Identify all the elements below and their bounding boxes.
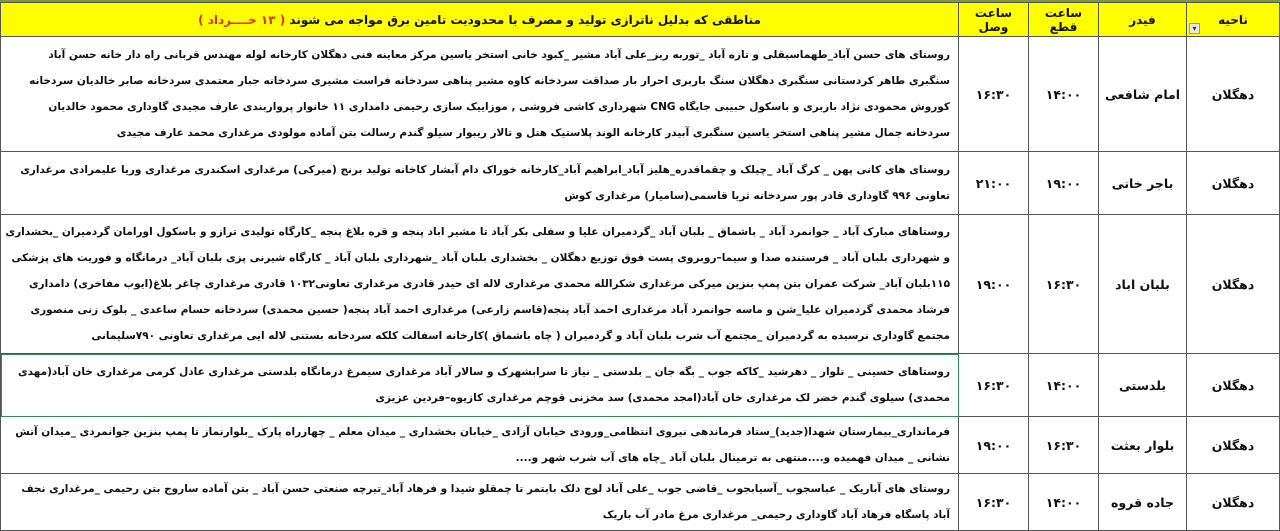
cell-connect-time[interactable]: ۱۹:۰۰ <box>959 417 1029 474</box>
cell-affected-areas[interactable]: روستای های کانی پهن _ کرگ آباد _چیلک و چقماقدره_هلیز آباد_ابراهیم آباد_کارخانه خوراک دام آبشار کاخانه تولید برنج (میرکی) مرغداری اسکندری مرغداری وریا علیمرادی مرغداری تعاونی ۹۹۶ گاوداری قادر پور سردخانه ثریا قاسمی(سامیار) مرغداری کوش <box>1 152 959 215</box>
filter-dropdown-icon[interactable]: ▾ <box>1189 23 1200 34</box>
cell-feeder[interactable]: بلوار بعثت <box>1099 417 1187 474</box>
cell-affected-areas-selected[interactable]: روستاهای حسینی _ تلوار _ دهرشید _کاکه جوب _ بگه جان _ بلدستی _ نیاز تا سرابشهرک و سالار آباد مرغداری سیمرغ درمانگاه بلدستی مرغداری عادل کرمی مرغداری خان آباد(مهدی محمدی) سیلوی گندم خضر لک مرغداری خان آباد(امجد محمدی) سد مخزنی قوچم مرغداری کازیوه–فردین عزیزی <box>1 354 959 417</box>
table-row <box>1 37 1280 152</box>
column-header-region[interactable] <box>1187 3 1280 37</box>
cell-feeder[interactable]: جاده قروه <box>1099 474 1187 531</box>
cell-cut-time[interactable]: ۱۴:۰۰ <box>1029 37 1099 152</box>
table-row <box>1 215 1280 354</box>
cell-feeder[interactable]: بلبان اباد <box>1099 215 1187 354</box>
column-header-connect-time[interactable] <box>959 3 1029 37</box>
cell-connect-time[interactable]: ۱۶:۳۰ <box>959 37 1029 152</box>
table-date: ( ۱۳ خــــرداد ) <box>198 12 286 27</box>
cell-cut-time[interactable]: ۱۹:۰۰ <box>1029 152 1099 215</box>
table-row <box>1 474 1280 531</box>
cell-cut-time[interactable]: ۱۴:۰۰ <box>1029 354 1099 417</box>
cell-affected-areas[interactable]: روستای های آباریک _ عباسجوب _آسیابجوب _قاضی جوب _علی آباد لوج دلک بابتمر تا چمقلو شیدا و فرهاد آباد_تیرچه صنعتی حسن آباد _ بتن آماده ساروج بتن رحیمی _مرغداری نجف آباد پاسگاه فرهاد آباد گاوداری رحیمی_ مرغداری مرغ مادر آب باریک <box>1 474 959 531</box>
column-header-connect-time-label: ساعت وصل <box>974 5 1013 34</box>
table-row <box>1 417 1280 474</box>
column-header-feeder-label: فیدر <box>1129 12 1156 27</box>
cell-affected-areas[interactable]: روستاهای مبارک آباد _ جوانمرد آباد _ باشماق _ بلبان آباد _گردمیران علیا و سفلی بکر آباد تا مشیر اباد پنجه و قره بلاغ پنجه _کارگاه تولیدی ترازو و باسکول اورامان گردمیران _بخشداری و شهرداری بلبان آباد _ فرستنده صدا و سیما–روبروی پست فوق توزیع دهگلان _ بخشداری بلبان آباد _شهرداری بلبان آباد _ کارگاه شیرنی پزی بلبان آباد_ درمانگاه و فوریت های پزشکی ۱۱۵بلبان آباد_ شرکت عمران بتن پمپ بنزین میرکی مرغداری شکرالله محمدی مرغداری لاله ای حیدر قادری مرغداری تعاونی۱۰۳۲ قادری مرغداری چاغر بلاغ(ایوب مفاخری) دامداری فرشاد محمدی گردمیران علیا_شن و ماسه جوانمرد آباد مرغداری احمد آباد پنجه(قاسم زارعی) مرغداری احمد آباد پنجه( حسین محمدی) سردخانه حسام ساعدی _ بلوک زنی منصوری مجتمع گاوداری نرسیده به گردمیران _مجتمع آب شرب بلبان آباد و گردمیران ( چاه باشماق )کارخانه اسفالت کلکه سردخانه بستنی لاله ایی مرغداری تعاونی ۷۹۰سلیمانی <box>1 215 959 354</box>
cell-affected-areas[interactable]: روستای های حسن آباد_طهماسبقلی و تازه آباد _توربه ریز_علی آباد مشیر _کبود خانی استخر یاسین مرکز معاینه فنی دهگلان کارخانه لوله مهندس قربانی راه دار خانه حسن آباد سنگبری طاهر کردستانی سنگبری دهگلان سنگ باربری احرار بار صداقت سردخانه کاوه مشیر پناهی سردخانه فراست مشیری سردخانه جبار معتمدی سردخانه صابر خالدیان سردخانه کوروش محمودی نژاد باربری و باسکول حبیبی جایگاه CNG شهرداری کاشی فروشی , موزاییک سازی رحیمی دامداری ۱۱ خانوار پرواربندی عارف مجیدی گاوداری محمود خالدیان سردخانه جمال مشیر پناهی استخر یاسین سنگبری آبیدر کارخانه الوند پلاستیک هتل و تالار ریبوار سیلو گندم رسالت بتن آماده مولودی مرغداری محمد عارف مجیدی <box>1 37 959 152</box>
cell-feeder[interactable]: بلدستی <box>1099 354 1187 417</box>
cell-affected-areas[interactable]: فرمانداری_بیمارستان شهدا(جدید)_ستاد فرماندهی نیروی انتظامی_ورودی خیابان آزادی _خیابان بخشداری _ میدان معلم _ چهارراه پارک _بلوارنماز تا پمپ بنزین جوانمردی _میدان آتش نشانی _ میدان فهمیده و....منتهی به ترمینال بلبان آباد _چاه های آب شرب شهر و.... <box>1 417 959 474</box>
cell-region[interactable]: دهگلان <box>1187 152 1280 215</box>
cell-region[interactable]: دهگلان <box>1187 215 1280 354</box>
cell-cut-time[interactable]: ۱۴:۰۰ <box>1029 474 1099 531</box>
column-header-affected-areas[interactable] <box>1 3 959 37</box>
cell-region[interactable]: دهگلان <box>1187 37 1280 152</box>
cell-cut-time[interactable]: ۱۶:۳۰ <box>1029 215 1099 354</box>
column-header-cut-time-label: ساعت قطع <box>1044 5 1083 34</box>
cell-region[interactable]: دهگلان <box>1187 354 1280 417</box>
cell-feeder[interactable]: امام شافعی <box>1099 37 1187 152</box>
cell-feeder[interactable]: باجر خانی <box>1099 152 1187 215</box>
cell-connect-time[interactable]: ۱۶:۳۰ <box>959 474 1029 531</box>
cell-connect-time[interactable]: ۱۹:۰۰ <box>959 215 1029 354</box>
outage-table <box>0 2 1280 531</box>
cell-region[interactable]: دهگلان <box>1187 474 1280 531</box>
column-header-feeder[interactable] <box>1099 3 1187 37</box>
cell-connect-time[interactable]: ۱۶:۳۰ <box>959 354 1029 417</box>
table-row <box>1 152 1280 215</box>
cell-region[interactable]: دهگلان <box>1187 417 1280 474</box>
column-header-region-label: ناحیه <box>1218 12 1248 27</box>
header-row <box>1 3 1280 37</box>
table-title: مناطقی که بدلیل ناترازی تولید و مصرف با محدودیت تامین برق مواجه می شوند <box>289 12 761 27</box>
column-header-cut-time[interactable] <box>1029 3 1099 37</box>
table-row <box>1 354 1280 417</box>
cell-connect-time[interactable]: ۲۱:۰۰ <box>959 152 1029 215</box>
cell-cut-time[interactable]: ۱۶:۳۰ <box>1029 417 1099 474</box>
